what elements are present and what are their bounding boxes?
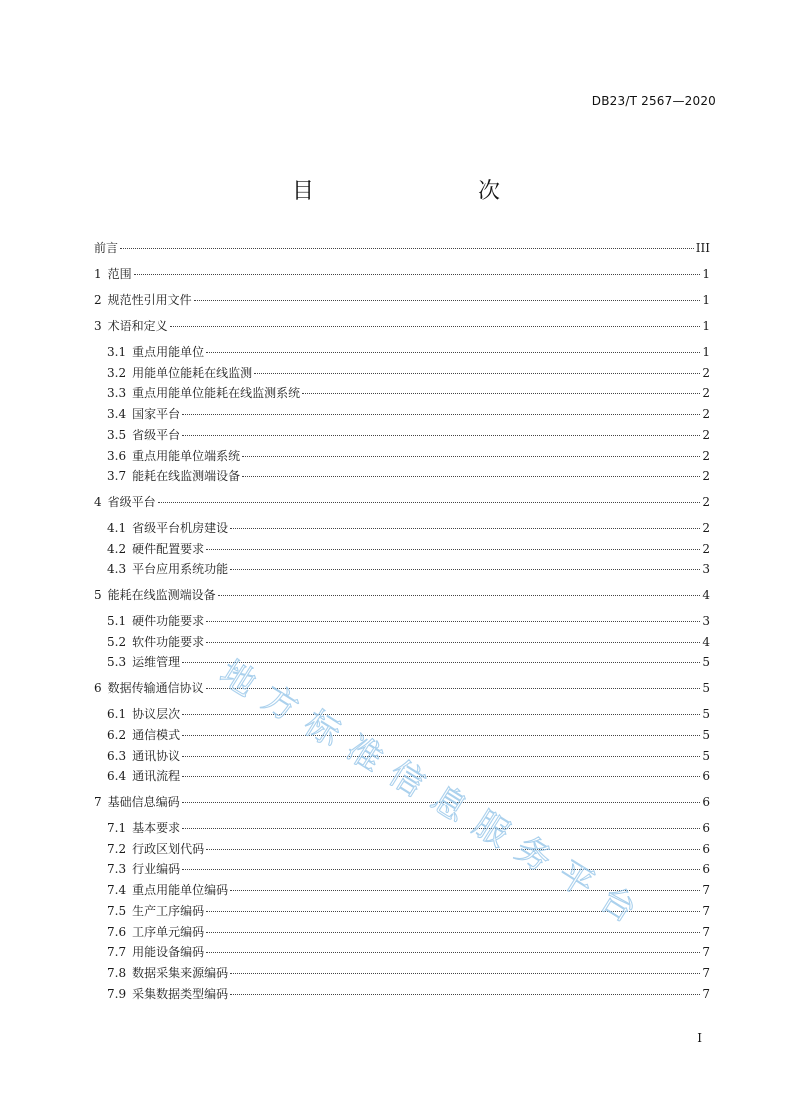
toc-entry-number: 3.4 bbox=[107, 407, 127, 421]
toc-dot-leader bbox=[302, 393, 700, 394]
toc-entry[interactable] bbox=[94, 318, 710, 334]
toc-entry-page: 4 bbox=[702, 635, 710, 649]
toc-entry[interactable] bbox=[107, 448, 710, 464]
watermark-char: 息 bbox=[423, 778, 474, 831]
toc-entry[interactable] bbox=[107, 706, 710, 722]
toc-dot-leader bbox=[206, 911, 700, 912]
toc-entry-number: 4.3 bbox=[107, 562, 127, 576]
toc-entry-number: 7.6 bbox=[107, 925, 127, 939]
toc-entry-label: 行政区划代码 bbox=[132, 842, 205, 856]
toc-entry-label: 数据采集来源编码 bbox=[132, 966, 229, 980]
toc-entry[interactable] bbox=[107, 365, 710, 381]
toc-entry[interactable] bbox=[107, 468, 710, 484]
toc-entry-page: 2 bbox=[702, 407, 710, 421]
toc-entry-label: 重点用能单位端系统 bbox=[132, 449, 241, 463]
toc-entry-number: 6.2 bbox=[107, 728, 127, 742]
toc-dot-leader bbox=[230, 890, 700, 891]
toc-entry-label: 省级平台机房建设 bbox=[132, 521, 229, 535]
toc-entry[interactable] bbox=[107, 613, 710, 629]
toc-dot-leader bbox=[218, 595, 701, 596]
toc-entry-label: 生产工序编码 bbox=[132, 904, 205, 918]
toc-entry-page: 7 bbox=[702, 966, 710, 980]
toc-dot-leader bbox=[242, 456, 700, 457]
toc-entry-number: 3.2 bbox=[107, 366, 127, 380]
toc-entry-page: 2 bbox=[702, 521, 710, 535]
watermark-char: 务 bbox=[508, 828, 559, 881]
watermark-char: 方 bbox=[255, 677, 306, 730]
toc-entry-number: 2 bbox=[94, 293, 102, 307]
toc-entry[interactable] bbox=[107, 520, 710, 536]
toc-entry-number: 7.1 bbox=[107, 821, 127, 835]
toc-dot-leader bbox=[182, 776, 700, 777]
toc-dot-leader bbox=[206, 642, 700, 643]
toc-entry[interactable] bbox=[107, 561, 710, 577]
toc-dot-leader bbox=[182, 414, 700, 415]
toc-entry-label: 工序单元编码 bbox=[132, 925, 205, 939]
toc-entry-page: 6 bbox=[702, 795, 710, 809]
toc-dot-leader bbox=[254, 373, 700, 374]
toc-entry[interactable] bbox=[94, 680, 710, 696]
toc-entry-page: 6 bbox=[702, 842, 710, 856]
toc-entry-label: 用能单位能耗在线监测 bbox=[132, 366, 253, 380]
toc-entry-number: 4.1 bbox=[107, 521, 127, 535]
toc-entry[interactable] bbox=[107, 768, 710, 784]
toc-entry-number: 7.3 bbox=[107, 862, 127, 876]
toc-entry-page: 2 bbox=[702, 542, 710, 556]
toc-entry-number: 6 bbox=[94, 681, 102, 695]
toc-entry[interactable] bbox=[94, 292, 710, 308]
toc-entry[interactable] bbox=[107, 820, 710, 836]
toc-entry-number: 7.4 bbox=[107, 883, 127, 897]
toc-entry-label: 范围 bbox=[107, 267, 132, 281]
toc-entry-number: 3.3 bbox=[107, 386, 127, 400]
toc-entry-number: 7.9 bbox=[107, 987, 127, 1001]
toc-entry-label: 行业编码 bbox=[132, 862, 181, 876]
toc-entry-label: 基础信息编码 bbox=[107, 795, 180, 809]
toc-entry-number: 4 bbox=[94, 495, 102, 509]
toc-dot-leader bbox=[182, 714, 700, 715]
toc-entry-number: 7.2 bbox=[107, 842, 127, 856]
toc-entry-page: 6 bbox=[702, 769, 710, 783]
toc-entry-page: 7 bbox=[702, 945, 710, 959]
toc-entry-page: 5 bbox=[702, 728, 710, 742]
watermark-char: 台 bbox=[592, 878, 643, 931]
toc-dot-leader bbox=[194, 300, 701, 301]
toc-entry[interactable] bbox=[107, 634, 710, 650]
toc-entry[interactable] bbox=[107, 841, 710, 857]
toc-entry-number: 7.7 bbox=[107, 945, 127, 959]
toc-entry[interactable] bbox=[107, 385, 710, 401]
toc-entry[interactable] bbox=[107, 727, 710, 743]
toc-entry[interactable] bbox=[94, 794, 710, 810]
toc-entry-label: 用能设备编码 bbox=[132, 945, 205, 959]
toc-dot-leader bbox=[182, 802, 701, 803]
toc-entry[interactable] bbox=[107, 924, 710, 940]
toc-entry-label: 基本要求 bbox=[132, 821, 181, 835]
toc-dot-leader bbox=[206, 849, 700, 850]
toc-dot-leader bbox=[182, 435, 700, 436]
toc-entry-page: III bbox=[695, 241, 710, 255]
toc-entry-number: 7.8 bbox=[107, 966, 127, 980]
toc-entry-page: 5 bbox=[702, 749, 710, 763]
toc-entry-page: 1 bbox=[702, 319, 710, 333]
toc-entry-label: 国家平台 bbox=[132, 407, 181, 421]
toc-entry[interactable] bbox=[107, 344, 710, 360]
toc-dot-leader bbox=[158, 502, 701, 503]
toc-entry-page: 3 bbox=[702, 562, 710, 576]
toc-dot-leader bbox=[206, 932, 700, 933]
toc-entry-page: 6 bbox=[702, 821, 710, 835]
toc-dot-leader bbox=[182, 662, 700, 663]
toc-entry[interactable] bbox=[107, 748, 710, 764]
toc-entry-number: 3.5 bbox=[107, 428, 127, 442]
watermark-char: 标 bbox=[297, 702, 348, 755]
toc-entry[interactable] bbox=[94, 587, 710, 603]
toc-dot-leader bbox=[206, 352, 700, 353]
toc-entry-number: 3.7 bbox=[107, 469, 127, 483]
footer-page-number: I bbox=[697, 1031, 702, 1045]
toc-entry-page: 5 bbox=[702, 707, 710, 721]
document-header-code: DB23/T 2567—2020 bbox=[591, 94, 716, 108]
watermark-char: 准 bbox=[339, 728, 390, 780]
toc-entry-page: 7 bbox=[702, 904, 710, 918]
toc-entry-label: 硬件配置要求 bbox=[132, 542, 205, 556]
toc-entry-page: 7 bbox=[702, 883, 710, 897]
watermark-char: 地 bbox=[212, 652, 263, 705]
toc-entry-number: 6.1 bbox=[107, 707, 127, 721]
toc-entry-number: 3 bbox=[94, 319, 102, 333]
watermark-char: 平 bbox=[550, 853, 601, 906]
toc-entry[interactable] bbox=[94, 240, 710, 256]
toc-dot-leader bbox=[206, 688, 701, 689]
toc-entry[interactable] bbox=[107, 541, 710, 557]
toc-entry[interactable] bbox=[107, 965, 710, 981]
toc-entry-number: 7.5 bbox=[107, 904, 127, 918]
toc-entry-number: 7 bbox=[94, 795, 102, 809]
toc-dot-leader bbox=[134, 274, 701, 275]
toc-entry-label: 通信模式 bbox=[132, 728, 181, 742]
toc-dot-leader bbox=[230, 973, 700, 974]
toc-entry-label: 重点用能单位能耗在线监测系统 bbox=[132, 386, 301, 400]
toc-entry-page: 2 bbox=[702, 386, 710, 400]
toc-entry-label: 通讯流程 bbox=[132, 769, 181, 783]
toc-dot-leader bbox=[206, 621, 700, 622]
toc-dot-leader bbox=[182, 869, 700, 870]
toc-entry-number: 4.2 bbox=[107, 542, 127, 556]
toc-entry[interactable] bbox=[107, 882, 710, 898]
toc-entry-page: 1 bbox=[702, 267, 710, 281]
toc-entry-page: 3 bbox=[702, 614, 710, 628]
toc-entry-number: 5.3 bbox=[107, 655, 127, 669]
toc-dot-leader bbox=[206, 549, 700, 550]
toc-entry-page: 1 bbox=[702, 293, 710, 307]
toc-entry-page: 2 bbox=[702, 495, 710, 509]
toc-entry-label: 能耗在线监测端设备 bbox=[107, 588, 216, 602]
toc-dot-leader bbox=[170, 326, 701, 327]
toc-entry-label: 平台应用系统功能 bbox=[132, 562, 229, 576]
toc-entry-label: 省级平台 bbox=[132, 428, 181, 442]
watermark-char: 信 bbox=[381, 753, 432, 806]
toc-entry[interactable] bbox=[107, 944, 710, 960]
toc-entry[interactable] bbox=[94, 494, 710, 510]
toc-entry-page: 1 bbox=[702, 345, 710, 359]
toc-entry-page: 7 bbox=[702, 925, 710, 939]
toc-dot-leader bbox=[120, 248, 694, 249]
watermark-char: 服 bbox=[466, 803, 517, 856]
toc-entry-label: 协议层次 bbox=[132, 707, 181, 721]
toc-entry-page: 5 bbox=[702, 681, 710, 695]
toc-entry[interactable] bbox=[107, 654, 710, 670]
toc-entry-label: 数据传输通信协议 bbox=[107, 681, 204, 695]
toc-dot-leader bbox=[230, 569, 700, 570]
toc-entry-label: 重点用能单位编码 bbox=[132, 883, 229, 897]
toc-entry[interactable] bbox=[94, 266, 710, 282]
toc-entry-page: 2 bbox=[702, 428, 710, 442]
toc-entry[interactable] bbox=[107, 406, 710, 422]
toc-dot-leader bbox=[230, 528, 700, 529]
toc-entry[interactable] bbox=[107, 427, 710, 443]
toc-entry-number: 5.1 bbox=[107, 614, 127, 628]
toc-entry-label: 术语和定义 bbox=[107, 319, 168, 333]
toc-entry-page: 2 bbox=[702, 449, 710, 463]
toc-dot-leader bbox=[230, 994, 700, 995]
toc-entry-label: 运维管理 bbox=[132, 655, 181, 669]
toc-entry-number: 5 bbox=[94, 588, 102, 602]
toc-entry-number: 5.2 bbox=[107, 635, 127, 649]
toc-entry-label: 重点用能单位 bbox=[132, 345, 205, 359]
toc-dot-leader bbox=[182, 735, 700, 736]
toc-entry-page: 4 bbox=[702, 588, 710, 602]
toc-entry[interactable] bbox=[107, 986, 710, 1002]
toc-entry-label: 通讯协议 bbox=[132, 749, 181, 763]
toc-entry-label: 能耗在线监测端设备 bbox=[132, 469, 241, 483]
page-title: 目 次 bbox=[291, 179, 540, 204]
toc-entry-page: 2 bbox=[702, 469, 710, 483]
toc-dot-leader bbox=[206, 952, 700, 953]
toc-entry[interactable] bbox=[107, 903, 710, 919]
toc-entry-label: 软件功能要求 bbox=[132, 635, 205, 649]
toc-entry[interactable] bbox=[107, 861, 710, 877]
toc-entry-number: 6.4 bbox=[107, 769, 127, 783]
toc-entry-page: 7 bbox=[702, 987, 710, 1001]
toc-entry-label: 前言 bbox=[94, 241, 119, 255]
toc-entry-page: 2 bbox=[702, 366, 710, 380]
toc-dot-leader bbox=[242, 476, 700, 477]
toc-entry-number: 3.6 bbox=[107, 449, 127, 463]
toc-dot-leader bbox=[182, 828, 700, 829]
toc-entry-label: 硬件功能要求 bbox=[132, 614, 205, 628]
toc-entry-page: 5 bbox=[702, 655, 710, 669]
toc-entry-label: 规范性引用文件 bbox=[107, 293, 192, 307]
toc-entry-number: 6.3 bbox=[107, 749, 127, 763]
toc-entry-number: 3.1 bbox=[107, 345, 127, 359]
toc-entry-number: 1 bbox=[94, 267, 102, 281]
toc-entry-label: 采集数据类型编码 bbox=[132, 987, 229, 1001]
toc-dot-leader bbox=[182, 756, 700, 757]
toc-entry-page: 6 bbox=[702, 862, 710, 876]
toc-entry-label: 省级平台 bbox=[107, 495, 156, 509]
